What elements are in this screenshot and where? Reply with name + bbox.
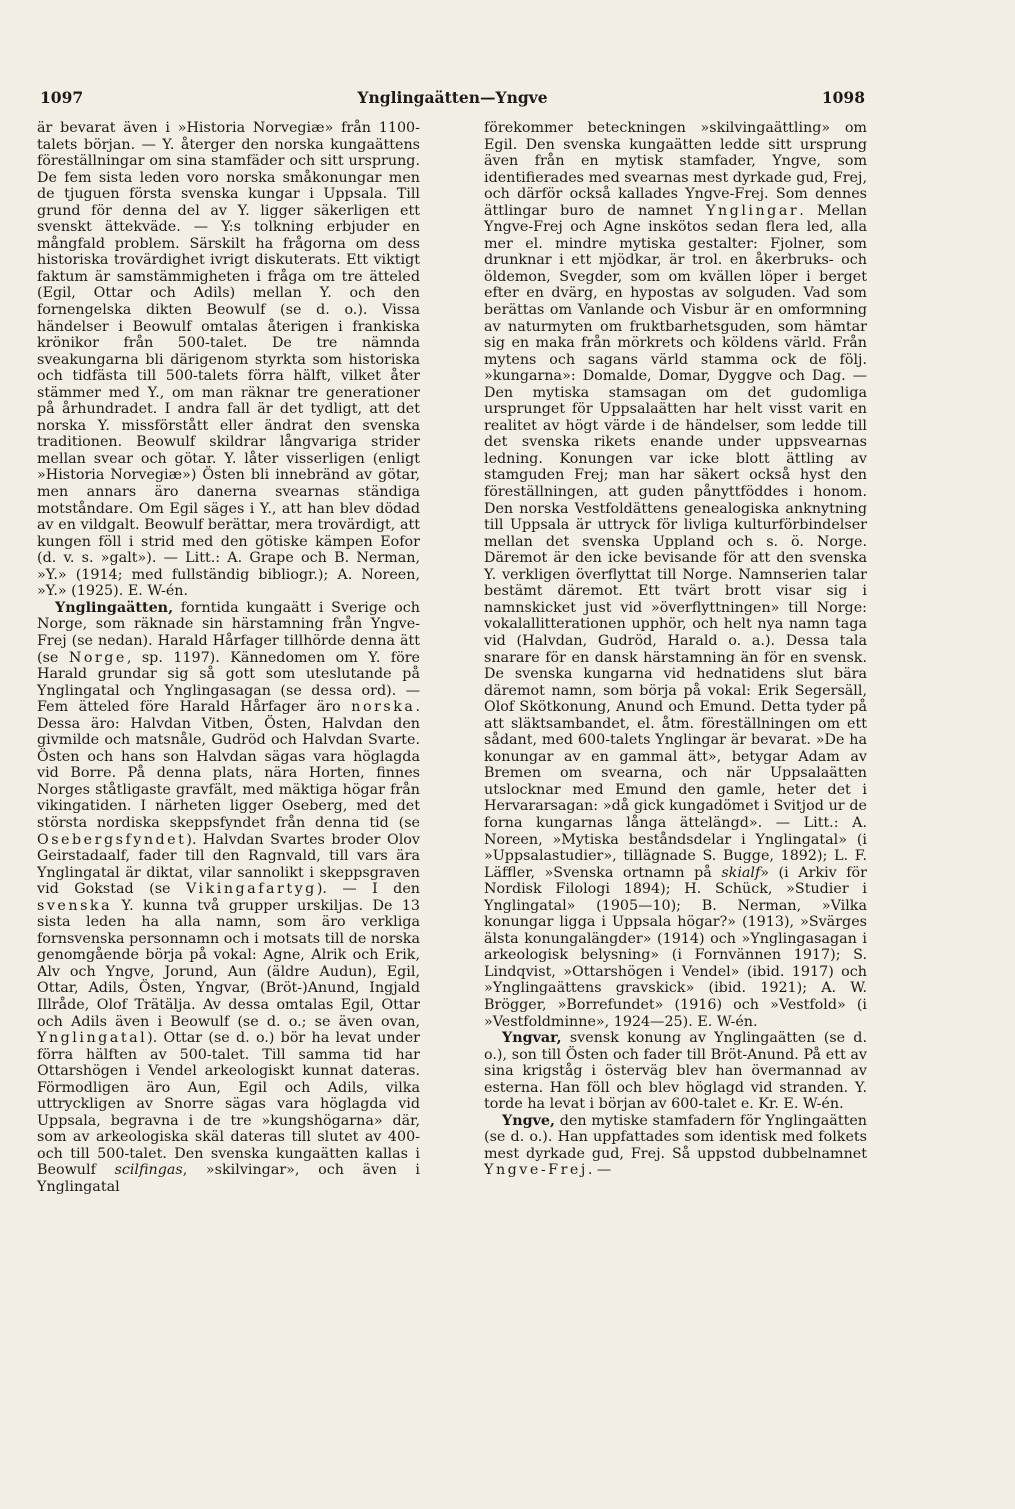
paragraph-ynglingaatten-continued: förekommer beteckningen »skilvingaättling» om Egil. Den svenska kungaätten ledde sitt ursprung även från en mytisk stamfader, Yngve, som identifierades med svearnas mest dyrkade gud, Frej, och därför också kallades Yngve-Frej. Som dennes ättlingar buro de namnet Ynglingar. Mellan Yngve-Frej och Agne inskötos sedan flera led, alla mer el. mindre mytiska gestalter: Fjolner, som drunknar i ett mjödkar, är trol. en åkerbruks- och öldemon, Svegder, som om kvällen löper i berget efter en dvärg, en hypostas av solguden. Vad som berättas om Vanlande och Visbur är en omformning av naturmyten om fruktbarhetsguden, som hämtar sig en maka från mörkrets och köldens värld. Från mytens och sagans värld stamma ock de följ. »kungarna»: Domalde, Domar, Dyggve och Dag. — Den mytiska stamsagan om det gudomliga ursprunget för Uppsalaätten har helt visst varit en realitet av högt värde i de händelser, som ledde till det svenska rikets enande under uppsvearnas ledning. Konungen var icke blott ättling av stamguden Frej; man har säkert också hyst den föreställningen, att guden pånyttföddes i honom. Den norska Vestfoldättens genealogiska anknytning till Uppsala är uttryck för livliga kulturförbindelser mellan det svenska Uppland och s. ö. Norge. Däremot är den icke bevisande för att den svenska Y. verkligen överflyttat till Norge. Namnserien talar bestämt däremot. Ett tvärt brott visar sig i namnskicket just vid »överflyttningen» till Norge: vokalallitterationen upphör, och helt nya namn taga vid (Halvdan, Gudröd, Harald o. a.). Dessa tala snarare för en dansk härstamning än för en svensk. De svenska kungarna vid hednatidens slut bära däremot namn, som börja på vokal: Erik Segersäll, Olof Skötkonung, Anund och Emund. Detta tyder på att släktsambandet, el. åtm. föreställningen om ett sådant, med 600-talets Ynglingar är bevarat. »De ha konungar av en gammal ätt», betygar Adam av Bremen om svearna, och när Uppsalaätten utslocknar med Emund den gamle, heter det i Hervararsagan: »då gick kungadömet i Svitjod ur de forna kungarnas långa ättelängd». — Litt.: A. Noreen, »Mytiska beståndsdelar i Ynglingatal» (i »Uppsalastudier», tillägnade S. Bugge, 1892); L. F. Läffler, »Svenska ortnamn på skialf» (i Arkiv för Nordisk Filologi 1894); H. Schück, »Studier i Ynglingatal» (1905—10); B. Nerman, »Vilka konungar ligga i Uppsala högar?» (1913), »Svärges älsta konungalängder» (1914) och »Ynglingasagan i arkeologisk belysning» (i Fornvännen 1917); S. Lindqvist, »Ottarshögen i Vendel» (ibid. 1917) och »Ynglingaättens gravskick» (ibid. 1921); A. W. Brögger, »Borrefundet» (1916) och »Vestfold» (i »Vestfoldminne», 1924—25). E. W-én. xyxy=(484,120,867,1030)
page-header xyxy=(40,88,865,110)
emphasis: Ynglingar xyxy=(706,202,800,219)
emphasis: svenska xyxy=(37,897,113,914)
cross-reference: Vikingafartyg xyxy=(185,881,317,898)
cross-reference: Osebergsfyndet xyxy=(37,831,187,848)
emphasis: norska xyxy=(351,699,416,716)
cross-reference: Norge xyxy=(68,649,127,666)
signature: E. W-én. xyxy=(783,1096,844,1113)
signature: E. W-én. xyxy=(697,1013,758,1030)
italic-term: scilfingas xyxy=(114,1162,183,1179)
signature: E. W-én. xyxy=(127,583,189,600)
left-column xyxy=(37,120,420,1196)
right-column xyxy=(484,120,867,1179)
page-number-right: 1098 xyxy=(821,88,865,107)
page-number-left: 1097 xyxy=(40,88,84,107)
italic-term: skialf xyxy=(721,864,761,881)
entry-yngve: Yngve, den mytiske stamfadern för Ynglingaätten (se d. o.). Han uppfattades som identisk med folkets mest dyrkade gud, Frej. Så uppstod dubbelnamnet Yngve-Frej. — xyxy=(484,1112,867,1179)
entry-headword: Yngvar, xyxy=(502,1030,562,1047)
cross-reference: Ynglingatal xyxy=(37,1030,148,1047)
running-title: Ynglingaätten—Yngve xyxy=(357,88,548,107)
entry-ynglingaatten: Ynglingaätten, forntida kungaätt i Sverige och Norge, som räknade sin härstamning från Yngve-Frej (se nedan). Harald Hårfager tillhörde denna ätt (se Norge, sp. 1197). Kännedomen om Y. före Harald grundar sig så gott som uteslutande på Ynglingatal och Ynglingasagan (se dessa ord). — Fem ätteled före Harald Hårfager äro norska. Dessa äro: Halvdan Vitben, Östen, Halvdan den givmilde och matsnåle, Gudröd och Halvdan Svarte. Östen och hans son Halvdan sägas vara höglagda vid Borre. På denna plats, nära Horten, finnes Norges ståtligaste gravfält, med mäktiga högar från vikingatiden. I närheten ligger Oseberg, med det största nordiska skeppsfyndet från denna tid (se Osebergsfyndet). Halvdan Svartes broder Olov Geirstadaalf, fader till den Ragnvald, till vars ära Ynglingatal är diktat, vilar sannolikt i skeppsgraven vid Gokstad (se Vikingafartyg). — I den svenska Y. kunna två grupper urskiljas. De 13 sista leden ha alla namn, som äro verkliga fornsvenska personnamn och i motsats till de norska genomgående börja på vokal: Agne, Alrik och Erik, Alv och Yngve, Jorund, Aun (äldre Audun), Egil, Ottar, Adils, Östen, Yngvar, (Bröt-)Anund, Ingjald Illråde, Olof Trätälja. Av dessa omtalas Egil, Ottar och Adils även i Beowulf (se d. o.; se även ovan, Ynglingatal). Ottar (se d. o.) bör ha levat under förra hälften av 500-talet. Till samma tid har Ottarshögen i Vendel arkeologiskt kunnat dateras. Förmodligen äro Aun, Egil och Adils, vilka uttryckligen av Snorre sägas vara höglagda vid Uppsala, begravna i de tre »kungshögarna» där, som av arkeologiska skäl dateras till slutet av 400- och till 500-talet. Den svenska kungaätten kallas i Beowulf scilfingas, »skilvingar», och även i Ynglingatal xyxy=(37,599,421,1195)
entry-headword: Yngve, xyxy=(502,1112,555,1129)
emphasis: Yngve-Frej xyxy=(484,1162,588,1179)
paragraph-ynglingatal-continued: är bevarat även i »Historia Norvegiæ» från 1100-talets början. — Y. återger den norska kungaättens föreställningar om sina stamfäder och sitt ursprung. De fem sista leden voro norska småkonungar men de tjuguen första svenska kungar i Uppsala. Till grund för denna del av Y. ligger säkerligen ett svenskt ättekväde. — Y:s tolkning erbjuder en mångfald problem. Särskilt ha frågorna om dess historiska trovärdighet ivrigt diskuterats. Ett viktigt faktum är samstämmigheten i fråga om tre ätteled (Egil, Ottar och Adils) mellan Y. och den fornengelska dikten Beowulf (se d. o.). Vissa händelser i Beowulf omtalas återigen i frankiska krönikor från 500-talet. De tre nämnda sveakungarna bli därigenom styrkta som historiska och tidfästa till 500-talets förra hälft, vilket åter stämmer med Y., om man räknar tre generationer på århundradet. I andra fall är det tydligt, att det norska Y. missförstått eller ändrat den svenska traditionen. Beowulf skildrar långvariga strider mellan svear och götar. Y. låter visserligen (enligt »Historia Norvegiæ») Östen bli innebränd av götar, men annars äro danerna svearnas ständiga motståndare. Om Egil säges i Y., att han blev dödad av en vildgalt. Beowulf berättar, mera trovärdigt, att kungen föll i strid med den götiske kämpen Eofor (d. v. s. »galt»). — Litt.: A. Grape och B. Nerman, »Y.» (1914; med fullständig bibliogr.); A. Noreen, »Y.» (1925). E. W-én. xyxy=(37,120,420,600)
entry-yngvar: Yngvar, svensk konung av Ynglingaätten (se d. o.), son till Östen och fader till Bröt-Anund. På ett av sina krigståg i österväg blev han övermannad av esterna. Han föll och blev höglagd vid stranden. Y. torde ha levat i början av 600-talet e. Kr. E. W-én. xyxy=(484,1030,867,1113)
entry-headword: Ynglingaätten, xyxy=(55,599,174,616)
